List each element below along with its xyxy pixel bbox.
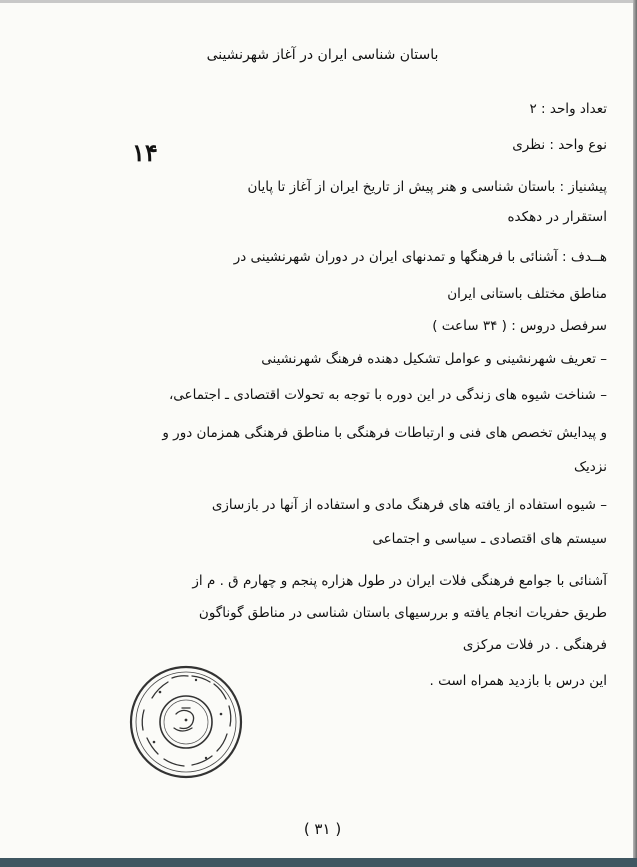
prerequisite-line-2: استقرار در دهکده (507, 209, 607, 225)
syllabus-item-2-line-3: نزدیک (573, 459, 607, 475)
syllabus-item-3-line-2: سیستم های اقتصادی ـ سیاسی و اجتماعی (372, 531, 607, 547)
ministry-seal-icon (126, 662, 246, 782)
units-line: تعداد واحد : ۲ (529, 101, 607, 117)
document-title: باستان شناسی ایران در آغاز شهرنشینی (206, 47, 439, 63)
bottom-bar (0, 858, 637, 867)
paragraph-line-2: طریق حفریات انجام یافته و بررسیهای باستان شناسی در مناطق گوناگون (198, 605, 607, 621)
prerequisite-line-1: پیشنیاز : باستان شناسی و هنر پیش از تاریخ ایران از آغاز تا پایان (247, 179, 607, 195)
syllabus-item-3-line-1: – شیوه استفاده از یافته های فرهنگ مادی و استفاده از آنها در بازسازی (211, 497, 607, 513)
syllabus-item-1: – تعریف شهرنشینی و عوامل تشکیل دهنده فرهنگ شهرنشینی (261, 351, 607, 367)
paragraph-line-1: آشنائی با جوامع فرهنگی فلات ایران در طول هزاره پنجم و چهارم ق . م از (192, 573, 607, 589)
syllabus-item-2-line-2: و پیدایش تخصص های فنی و ارتباطات فرهنگی با مناطق فرهنگی همزمان دور و (162, 425, 607, 441)
goal-line-1: هــدف : آشنائی با فرهنگها و تمدنهای ایران در دوران شهرنشینی در (233, 249, 607, 265)
paragraph-line-3: فرهنگی . در فلات مرکزی (462, 637, 607, 653)
page-right-edge (633, 0, 637, 858)
syllabus-item-2-line-1: – شناخت شیوه های زندگی در این دوره با توجه به تحولات اقتصادی ـ اجتماعی، (168, 387, 607, 403)
paragraph-line-4: این درس با بازدید همراه است . (429, 673, 607, 689)
goal-line-2: مناطق مختلف باستانی ایران (447, 286, 607, 302)
unit-type-line: نوع واحد : نظری (512, 137, 607, 153)
syllabus-heading: سرفصل دروس : ( ۳۴ ساعت ) (432, 318, 607, 334)
page-number: ( ۳۱ ) (303, 820, 342, 838)
handwritten-number: ۱۴ (132, 138, 158, 167)
document-body (38, 0, 607, 858)
